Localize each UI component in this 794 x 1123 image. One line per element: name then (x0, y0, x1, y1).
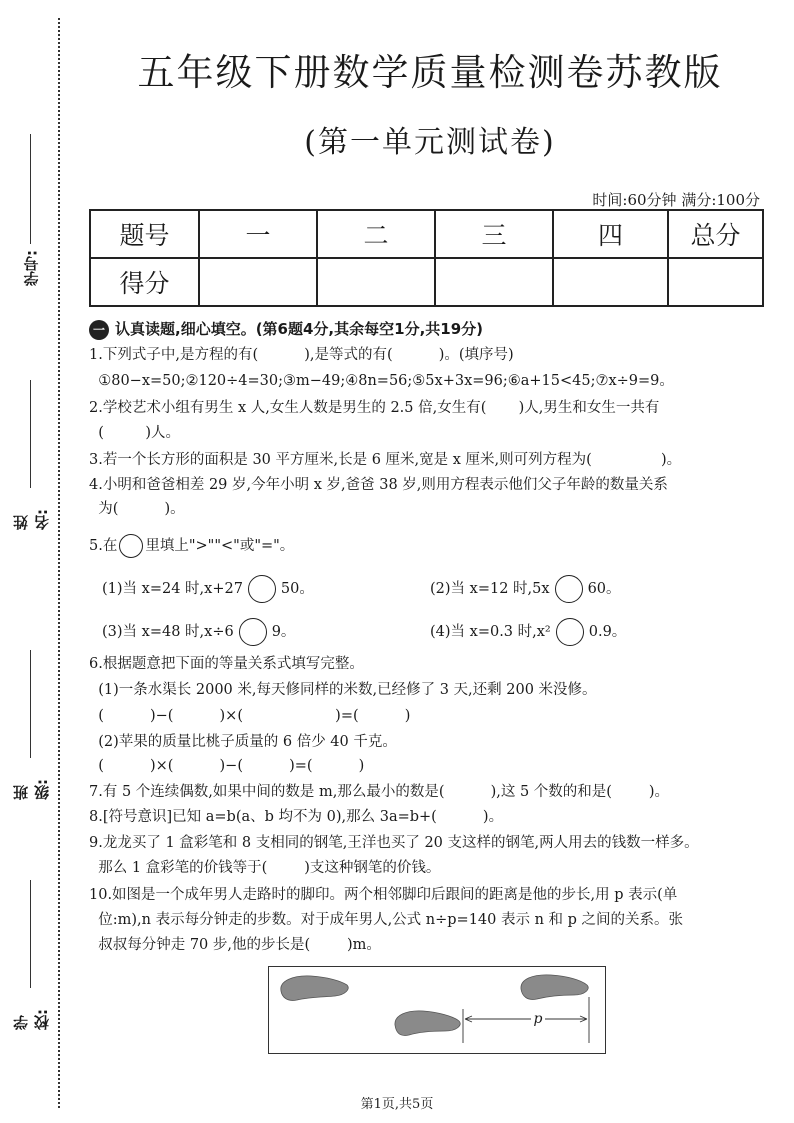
question-1-line-1: 1.下列式子中,是方程的有( ),是等式的有( )。(填序号) (89, 347, 514, 363)
section-heading (89, 318, 779, 340)
score-cell-3[interactable] (435, 258, 553, 306)
question-10-line-3: 叔叔每分钟走 70 步,他的步长是( )m。 (89, 937, 381, 953)
score-header-total: 总分 (668, 210, 763, 258)
side-label-class: 班级: (14, 650, 48, 800)
compare-circle-3[interactable] (239, 618, 267, 646)
time-score-info: 时间:60分钟 满分:100分 (592, 191, 760, 209)
section-heading-text: 认真读题,细心填空。(第6题4分,其余每空1分,共19分) (115, 320, 483, 338)
score-table (89, 209, 764, 307)
question-6-2: (2)苹果的质量比桃子质量的 6 倍少 40 千克。 (89, 734, 397, 750)
question-5-4: (4)当 x=0.3 时,x² 0.9。 (430, 618, 730, 646)
side-label-student-id: 学号: (14, 96, 48, 286)
question-9-line-2: 那么 1 盒彩笔的价钱等于( )支这种钢笔的价钱。 (89, 860, 441, 876)
compare-circle-1[interactable] (248, 575, 276, 603)
question-9-line-1: 9.龙龙买了 1 盒彩笔和 8 支相同的钢笔,王洋也买了 20 支这样的钢笔,两人用去的钱数一样多。 (89, 835, 699, 851)
question-2-line-1: 2.学校艺术小组有男生 x 人,女生人数是男生的 2.5 倍,女生有( )人,男生和女生一共有 (89, 400, 660, 416)
footprint-icon-1 (281, 976, 348, 1001)
binding-dotted-line (58, 18, 60, 1108)
question-5: 5.在 里填上">""<"或"="。 (89, 534, 779, 558)
question-5-2: (2)当 x=12 时,5x 60。 (430, 575, 730, 603)
side-label-name: 姓名: (14, 380, 48, 530)
score-row-label: 得分 (90, 258, 199, 306)
question-6: 6.根据题意把下面的等量关系式填写完整。 (89, 656, 364, 672)
footprint-figure (268, 966, 606, 1054)
score-cell-4[interactable] (553, 258, 668, 306)
score-header-label: 题号 (90, 210, 199, 258)
question-8: 8.[符号意识]已知 a=b(a、b 均不为 0),那么 3a=b+( )。 (89, 809, 504, 825)
question-3: 3.若一个长方形的面积是 30 平方厘米,长是 6 厘米,宽是 x 厘米,则可列方程为( )。 (89, 452, 682, 468)
question-6-1: (1)一条水渠长 2000 米,每天修同样的米数,已经修了 3 天,还剩 200 米没修。 (89, 682, 597, 698)
question-10-line-2: 位:m),n 表示每分钟走的步数。对于成年男人,公式 n÷p=140 表示 n 和 p 之间的关系。张 (89, 912, 684, 928)
page-subtitle: (第一单元测试卷) (304, 125, 556, 160)
footprint-svg (269, 967, 605, 1053)
question-4-line-1: 4.小明和爸爸相差 29 岁,今年小明 x 岁,爸爸 38 岁,则用方程表示他们父子年龄的数量关系 (89, 477, 668, 493)
footprint-icon-2 (395, 1011, 460, 1036)
page-title: 五年级下册数学质量检测卷苏教版 (137, 51, 723, 94)
question-7: 7.有 5 个连续偶数,如果中间的数是 m,那么最小的数是( ),这 5 个数的和是( )。 (89, 784, 669, 800)
question-1-line-2: ①80−x=50;②120÷4=30;③m−49;④8n=56;⑤5x+3x=96;⑥a+15<45;⑦x÷9=9。 (89, 373, 674, 389)
score-cell-2[interactable] (317, 258, 435, 306)
score-header-4: 四 (553, 210, 668, 258)
question-5-1: (1)当 x=24 时,x+27 50。 (102, 575, 402, 603)
question-6-1-equation: ( )−( )×( )=( ) (89, 708, 411, 724)
question-2-line-2: ( )人。 (89, 425, 181, 441)
compare-circle-4[interactable] (556, 618, 584, 646)
score-header-3: 三 (435, 210, 553, 258)
side-label-school: 学校: (14, 880, 48, 1030)
step-length-label: p (533, 1011, 543, 1027)
question-10-line-1: 10.如图是一个成年男人走路时的脚印。两个相邻脚印后跟间的距离是他的步长,用 p 表示(单 (89, 887, 678, 903)
question-4-line-2: 为( )。 (89, 501, 185, 517)
score-header-2: 二 (317, 210, 435, 258)
section-number-badge: 一 (89, 320, 109, 340)
question-5-3: (3)当 x=48 时,x÷6 9。 (102, 618, 402, 646)
question-6-2-equation: ( )×( )−( )=( ) (89, 758, 365, 774)
compare-circle-2[interactable] (555, 575, 583, 603)
page-footer: 第1页,共5页 (360, 1097, 434, 1112)
score-cell-1[interactable] (199, 258, 317, 306)
score-cell-total[interactable] (668, 258, 763, 306)
footprint-icon-3 (521, 975, 588, 1000)
answer-circle-icon (119, 534, 143, 558)
score-header-1: 一 (199, 210, 317, 258)
